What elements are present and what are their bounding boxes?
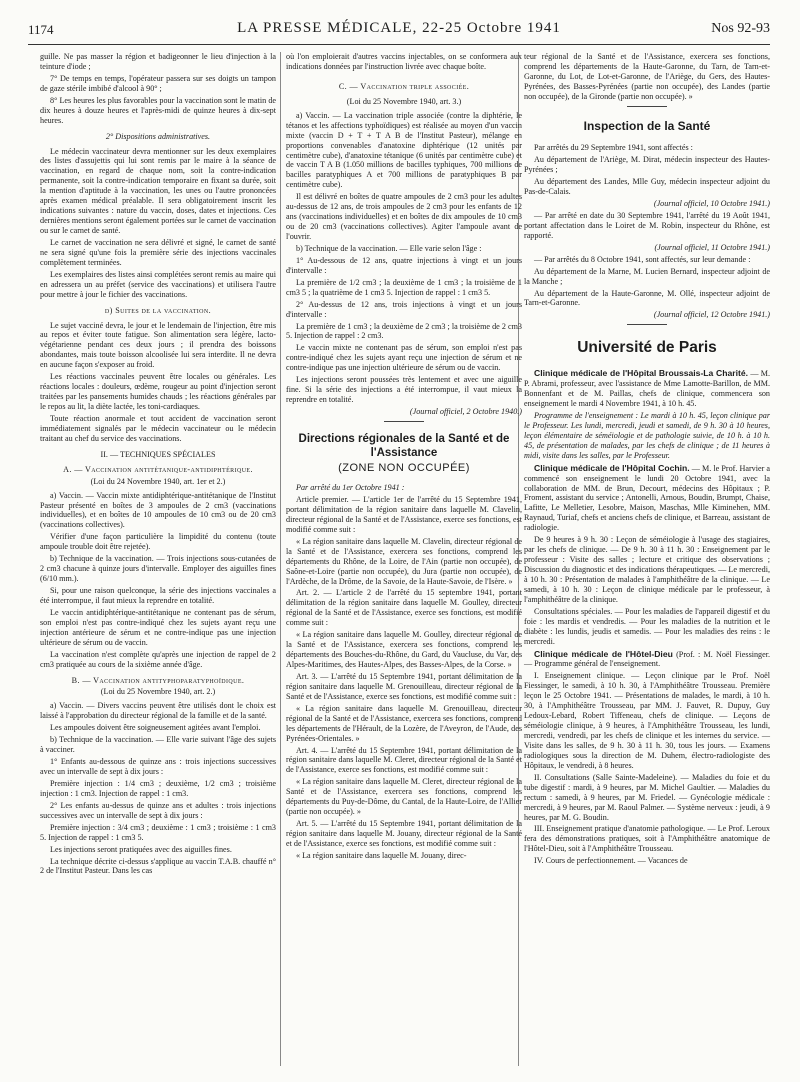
paragraph: Première injection : 1/4 cm3 ; deuxième, 1/2 cm3 ; troisième injection : 1 cm3. Injection de rappel : 1 cm3.	[40, 778, 276, 798]
paragraph: Art. 4. — L'arrêté du 15 Septembre 1941, portant délimitation de la région sanitaire dans laquelle M. Cleret, directeur régional de la Santé et de l'Assistance, exerce ses fonctions, est modifié comme suit :	[286, 745, 522, 775]
paragraph: I. Enseignement clinique. — Leçon clinique par le Prof. Noël Fiessinger, le samedi, à 10 h. 30, à l'Amphithéâtre Trousseau. Première leçon le 25 Octobre 1941. — Présentations de malades, le mardi, à 10 h. 30, à l'Amphithéâtre Trousseau, par MM. J. Fauvet, R. Dupuy, Guy Ledoux-Lebard, Robert Tiffeneau, chefs de clinique. — Leçons de séméiologie clinique, à 9 heures, à l'Amphithéâtre Trousseau, les lundi, mercredi, vendredi, par les chefs de clinique et les internes du service. — Visite dans les salles, de 9 h. 30 à 11 h. 30, tous les jours. — Examens radiologiques sous la direction de M. Duhem, électro-radiologiste des Hôpitaux, le vendredi, à 8 heures.	[524, 671, 770, 770]
paragraph: Toute réaction anormale et tout accident de vaccination seront immédiatement signalés par le médecin vaccinateur ou le médecin traitant au chef du service des vaccinations.	[40, 413, 276, 443]
paragraph: 1° Enfants au-dessous de quinze ans : trois injections successives avec un intervalle de sept à dix jours :	[40, 757, 276, 776]
paragraph: Si, pour une raison quelconque, la série des injections vaccinales a été interrompue, il faut mieux la reprendre en totalité.	[40, 586, 276, 605]
paragraph: Article premier. — L'article 1er de l'arrêté du 15 Septembre 1941, portant délimitation de la région sanitaire dans laquelle M. Clavelin, directeur régional de la Santé et de l'Assistance, exerce ses fonctions, est modifié comme suit :	[286, 495, 522, 534]
paragraph: Au département des Landes, Mlle Guy, médecin inspecteur adjoint du Pas-de-Calais.	[524, 177, 770, 197]
section-subtitle: (ZONE NON OCCUPÉE)	[338, 461, 470, 474]
paragraph: La vaccination n'est complète qu'après une injection de rappel de 2 cm3 pratiquée au cours de la sixième année d'âge.	[40, 649, 276, 669]
paragraph: Art. 3. — L'arrêté du 15 Septembre 1941, portant délimitation de la région sanitaire dans laquelle M. Grenouilleau, directeur régional de la Santé et de l'Assistance, exerce ses fonctions, est modifié comme suit :	[286, 671, 522, 701]
section-rule	[627, 106, 667, 107]
section-title: Directions régionales de la Santé et de l'Assistance	[298, 432, 510, 460]
paragraph: III. Enseignement pratique d'anatomie pathologique. — Le Prof. Leroux fera des démonstrations pratiques, soit à l'Amphithéâtre anatomique de l'Hôtel-Dieu, soit à l'Amphithéâtre Trousseau.	[524, 824, 770, 854]
journal-citation: (Journal officiel, 12 Octobre 1941.)	[653, 310, 770, 320]
paragraph: Consultations spéciales. — Pour les maladies de l'appareil digestif et du foie : les mardis et vendredis. — Pour les maladies de la nutrition et le diabète : les lundis, jeudis et samedis. — Pour les maladies des reins : le mercredi.	[524, 606, 770, 646]
paragraph: La technique décrite ci-dessus s'applique au vaccin T.A.B. chauffé n° 2 de l'Institut Pasteur. Dans les cas	[40, 856, 276, 876]
issue-number: Nos 92-93	[711, 21, 770, 36]
paragraph: « La région sanitaire dans laquelle M. Goulley, directeur régional de la Santé et de l'Assistance, exercera ses fonctions, comprend les départements des Bouches-du-Rhône, du Gard, du Vaucluse, du Var, des Alpes-Maritimes, des Hautes-Alpes, des Basses-Alpes, de la Corse. »	[286, 630, 522, 670]
paragraph: Les ampoules doivent être soigneusement agitées avant l'emploi.	[50, 723, 261, 733]
decree-intro: Par arrêté du 1er Octobre 1941 :	[296, 483, 405, 493]
paragraph: Le vaccin mixte ne contenant pas de sérum, son emploi n'est pas contre-indiqué chez les sujets ayant reçu une injection de sérum et ne contre-indique pas une injection ultérieure de sérum ou de vaccin.	[286, 343, 522, 373]
paragraph: Programme de l'enseignement : Le mardi à 10 h. 45, leçon clinique par le Professeur. Les lundi, mercredi, jeudi et samedi, de 9 h. 30 à 10 heures, leçon élémentaire de séméiologie et de pathologie suivie, de 10 h. à 10 h. 45, de présentation de malades, par les chefs de clinique ; de 11 heures à midi, visite dans les salles, par le Professeur.	[524, 410, 770, 460]
section-heading: 2° Dispositions administratives.	[105, 131, 211, 141]
paragraph: — M. P. Abrami, professeur, avec l'assistance de Mme Lamotte-Barillon, de MM. Bonnenfant et de M. Paillas, chefs de clinique, commencera son enseignement le mardi 4 Novembre 1941, à 10 h. 45.	[524, 369, 770, 409]
paragraph: « La région sanitaire dans laquelle M. Grenouilleau, directeur régional de la Santé et de l'Assistance, exercera ses fonctions, comprend les départements de l'Hérault, de la Lozère, de l'Aveyron, de l'Aude, des Pyrénées-Orientales. »	[286, 703, 522, 743]
paragraph: Au département de l'Ariège, M. Dirat, médecin inspecteur des Hautes-Pyrénées ;	[524, 155, 770, 175]
paragraph: 8° Les heures les plus favorables pour la vaccination sont le matin de dix heures à douze heures et l'après-midi de quinze heures à dix-sept heures.	[40, 95, 276, 125]
page-header	[28, 20, 770, 45]
section-heading: II. — TECHNIQUES SPÉCIALES	[100, 449, 216, 459]
section-rule	[384, 421, 424, 422]
law-reference: (Loi du 25 Novembre 1940, art. 2.)	[100, 687, 216, 697]
paragraph: Le médecin vaccinateur devra mentionner sur les deux exemplaires des listes d'assujettis qui lui sont remis par le maire à la séance de vaccination, en regard de chaque nom, soit la contre-indication permanente, soit la contre-indication temporaire en fixant sa durée, soit la mention d'aptitude à la vaccination, les unes ou l'autre prononcées après examen médical préalable. Il sera obligatoirement inscrit les indications suivantes : nature du vaccin, doses, dates et injections. Ces dernières mentions seront également portées sur le carnet de vaccination ou sur le carnet de santé.	[40, 146, 276, 235]
paragraph: 2° Au-dessus de 12 ans, trois injections à vingt et un jours d'intervalle :	[286, 299, 522, 319]
paragraph: II. Consultations (Salle Sainte-Madeleine). — Maladies du foie et du tube digestif : mardi, à 9 heures, par M. Michel Gaultier. — Maladies du rectum : samedi, à 9 heures, par M. Friedel. — Gynécologie médicale : mercredi, à 9 heures, par M. Raoul Palmer. — Système nerveux : jeudi, à 9 heures, par M. G. Boudin.	[524, 772, 770, 822]
law-reference: (Loi du 25 Novembre 1940, art. 3.)	[346, 96, 462, 106]
journal-title: LA PRESSE MÉDICALE, 22-25 Octobre 1941	[237, 20, 561, 36]
paragraph: « La région sanitaire dans laquelle M. Jouany, direc-	[296, 850, 467, 860]
paragraph: Art. 5. — L'arrêté du 15 Septembre 1941, portant délimitation de la région sanitaire dans laquelle M. Jouany, directeur régional de la Santé et de l'Assistance, exerce ses fonctions, est modifié comme suit :	[286, 819, 522, 848]
subsection-heading: C. — Vaccination triple associée.	[338, 81, 470, 91]
paragraph: 1° Au-dessous de 12 ans, quatre injections à vingt et un jours d'intervalle :	[286, 255, 522, 275]
column-3	[524, 52, 770, 868]
subsection-heading: B. — Vaccination antityphoparatyphoïdique.	[71, 675, 245, 685]
paragraph: Première injection : 3/4 cm3 ; deuxième : 1 cm3 ; troisième : 1 cm3 5. Injection de rappel : 1 cm3 5.	[40, 822, 276, 842]
paragraph: Au département de la Haute-Garonne, M. Ollé, inspecteur adjoint de Tarn-et-Garonne.	[524, 288, 770, 308]
paragraph: Les exemplaires des listes ainsi complétées seront remis au maire qui en adressera un au préfet (service des vaccinations) et utilisera l'autre pour mettre à jour le fichier des vaccinations.	[40, 269, 276, 299]
paragraph: a) Vaccin. — Divers vaccins peuvent être utilisés dont le choix est laissé à l'approbation du directeur régional de la famille et de la santé.	[40, 701, 276, 721]
paragraph: La première de 1 cm3 ; la deuxième de 2 cm3 ; la troisième de 2 cm3 5. Injection de rappel : 2 cm3.	[286, 321, 522, 341]
paragraph: — M. le Prof. Harvier a commencé son enseignement le lundi 20 Octobre 1941, avec la collaboration de MM. de Brun, Decourt, médecins des Hôpitaux ; P. Froment, assistant du service ; Antonelli, Arnous, Boudin, Brumpt, Chaise, Lafitte, Le Melletier, Lesobre, Maison, Maschas, Mlle Kiminehen, MM. Raynaud, Turiaf, chefs et anciens chefs de clinique, et Barreau, assistant de radiologie.	[524, 463, 771, 533]
column-divider	[280, 52, 281, 1066]
paragraph: b) Technique de la vaccination. — Elle varie selon l'âge :	[296, 243, 482, 253]
paragraph: — Par arrêtés du 8 Octobre 1941, sont affectés, sur leur demande :	[534, 254, 751, 264]
clinic-heading: Clinique médicale de l'Hôpital Cochin.	[534, 462, 690, 473]
paragraph: Les injections seront poussées très lentement et avec une aiguille fine. Si la série des injections a été interrompue, il vaut mieux la reprendre en totalité.	[286, 375, 522, 405]
paragraph: Le carnet de vaccination ne sera délivré et signé, le carnet de santé ne sera signé qu'une fois la première série des injections vaccinales complètement terminées.	[40, 237, 276, 267]
paragraph: La première de 1/2 cm3 ; la deuxième de 1 cm3 ; la troisième de 1 cm3 5 ; la quatrième de 1 cm3 5. Injection de rappel : 1 cm3 5.	[286, 277, 522, 297]
paragraph: « La région sanitaire dans laquelle M. Clavelin, directeur régional de la Santé et de l'Assistance, exercera ses fonctions, comprend les départements du Rhône, de la Loire, de l'Ain (partie non occupée), de Saône-et-Loire (partie non occupée), du Jura (partie non occupée), de l'Ardèche, de la Drôme, de la Savoie, de la Haute-Savoie, de l'Isère. »	[286, 536, 522, 586]
law-reference: (Loi du 24 Novembre 1940, art. 1er et 2.)	[90, 476, 226, 486]
section-title: Inspection de la Santé	[583, 118, 711, 133]
section-heading: d) Suites de la vaccination.	[104, 305, 212, 315]
paragraph: De 9 heures à 9 h. 30 : Leçon de séméiologie à l'usage des stagiaires, par les chefs de clinique. — De 9 h. 30 à 11 h. 30 : Enseignement par le professeur : Visite des salles ; lecture et critique des observations ; Discussion du diagnostic et des indications thérapeutiques. — Le mercredi, à 10 h. 30 : Présentation de malades à l'amphithéâtre de la clinique. — Le samedi, à 10 h. 30 : Leçon de clinique médicale par le professeur, à l'amphithéâtre de la clinique.	[524, 535, 770, 604]
paragraph: 2° Les enfants au-dessus de quinze ans et adultes : trois injections successives avec un intervalle de sept à dix jours :	[40, 800, 276, 820]
paragraph: Le sujet vacciné devra, le jour et le lendemain de l'injection, être mis au repos et éviter toute fatigue. Son alimentation sera légère, lacto-végétarienne pendant ces deux jours ; il prendra des boissons abondantes, mais toute boisson alcoolisée lui sera interdite. Il ne devra en aucune façon s'exposer au froid.	[40, 320, 276, 370]
clinic-heading: Clinique médicale de l'Hôtel-Dieu	[534, 648, 673, 659]
paragraph: Au département de la Marne, M. Lucien Bernard, inspecteur adjoint de la Manche ;	[524, 266, 770, 286]
paragraph: b) Technique de la vaccination. — Elle varie suivant l'âge des sujets à vacciner.	[40, 735, 276, 755]
paragraph: b) Technique de la vaccination. — Trois injections sous-cutanées de 2 cm3 chacune à quinze jours d'intervalle. Employer des aiguilles fines (6/10 mm.).	[40, 554, 276, 584]
paragraph: où l'on emploierait d'autres vaccins injectables, on se conformera aux indications données par l'instruction livrée avec chaque boîte.	[286, 52, 522, 71]
clinic-heading: Clinique médicale de l'Hôpital Broussais-La Charité.	[534, 368, 748, 379]
journal-citation: (Journal officiel, 10 Octobre 1941.)	[653, 199, 770, 208]
paragraph: Les injections seront pratiquées avec des aiguilles fines.	[50, 844, 232, 854]
section-rule	[627, 324, 667, 325]
paragraph: Il est délivré en boîtes de quatre ampoules de 2 cm3 pour les adultes au-dessus de 12 ans, de trois ampoules de 2 cm3 pour les enfants de 12 ans (vaccinations individuelles) et en boîtes de dix ampoules de 10 cm3 ou de 20 cm3 (vaccinations collectives). Agiter l'ampoule avant de l'ouvrir.	[286, 192, 522, 241]
column-2	[286, 52, 522, 863]
paragraph: guille. Ne pas masser la région et badigeonner le lieu d'injection à la teinture d'iode ;	[40, 52, 276, 71]
page-number: 1174	[28, 22, 54, 37]
paragraph: a) Vaccin. — La vaccination triple associée (contre la diphtérie, le tétanos et les affections typhoïdiques) est réalisée au moyen d'un vaccin mixte (vaccin D + T + T A B de l'Institut Pasteur), mélange en proportions convenables d'anatoxine diphtérique (12 unités par centimètre cube), d'anatoxine tétanique (6 unités par centimètre cube) et de vaccin T A B (1.050 millions de bacilles typhiques, 700 millions de bacilles paratyphiques A et 700 millions de paratyphiques B par centimètre cube).	[286, 110, 522, 190]
paragraph: a) Vaccin. — Vaccin mixte antidiphtérique-antitétanique de l'Institut Pasteur présenté en boîtes de 3 ampoules de 2 cm3 (vaccinations individuelles), et en boîtes de 10 ampoules de 10 cm3 ou de 20 cm3 (vaccinations collectives).	[40, 490, 276, 530]
journal-citation: (Journal officiel, 11 Octobre 1941.)	[654, 242, 770, 252]
paragraph: teur régional de la Santé et de l'Assistance, exercera ses fonctions, comprend les départements de la Haute-Garonne, du Tarn, de Tarn-et-Garonne, du Lot, de Lot-et-Garonne, de l'Ariège, du Gers, des Hautes-Pyrénées, des Basses-Pyrénées (partie non occupée), des Landes (partie non occupée), de la Gironde (partie non occupée). »	[524, 52, 770, 101]
paragraph: Les réactions vaccinales peuvent être locales ou générales. Les réactions locales : douleurs, œdème, rougeur au point d'injection seront traitées par les pansements humides chauds ; les réactions générales par le repos au lit, la diète lactée, les toni-cardiaques.	[40, 372, 276, 411]
paragraph: Art. 2. — L'article 2 de l'arrêté du 15 septembre 1941, portant délimitation de la région sanitaire dans laquelle M. Goulley, directeur régional de la Santé et de l'Assistance, exerce ses fonctions, est modifié comme suit :	[286, 588, 522, 628]
paragraph: Vérifier d'une façon particulière la limpidité du contenu (toute ampoule trouble doit être rejetée).	[40, 532, 276, 552]
journal-citation: (Journal officiel, 2 Octobre 1940.)	[409, 407, 522, 416]
paragraph: Le vaccin antidiphtérique-antitétanique ne contenant pas de sérum, son emploi n'est pas contre-indiqué chez les sujets ayant reçu une injection antérieure de sérum et ne contre-indique pas une injection ultérieure de sérum ou de vaccin.	[40, 607, 276, 647]
paragraph: IV. Cours de perfectionnement. — Vacances de	[534, 856, 688, 866]
paragraph: (Prof. : M. Noël Fiessinger. — Programme général de l'enseignement.	[524, 649, 771, 669]
paragraph: 7° De temps en temps, l'opérateur passera sur ses doigts un tampon de gaze stérile imbibé d'alcool à 90° ;	[40, 73, 276, 93]
section-title: Université de Paris	[577, 339, 717, 357]
subsection-heading: A. — Vaccination antitétanique-antidiphtérique.	[63, 464, 253, 474]
column-1	[40, 52, 276, 878]
paragraph: Par arrêtés du 29 Septembre 1941, sont affectés :	[534, 143, 693, 153]
paragraph: — Par arrêté en date du 30 Septembre 1941, l'arrêté du 19 Août 1941, portant affectation dans le Loiret de M. Robin, inspecteur du Rhône, est rapporté.	[524, 210, 770, 240]
paragraph: « La région sanitaire dans laquelle M. Cleret, directeur régional de la Santé et de l'Assistance, exercera ses fonctions, comprend les départements du Puy-de-Dôme, du Cantal, de la Haute-Loire, de l'Allier (partie non occupée). »	[286, 777, 522, 817]
